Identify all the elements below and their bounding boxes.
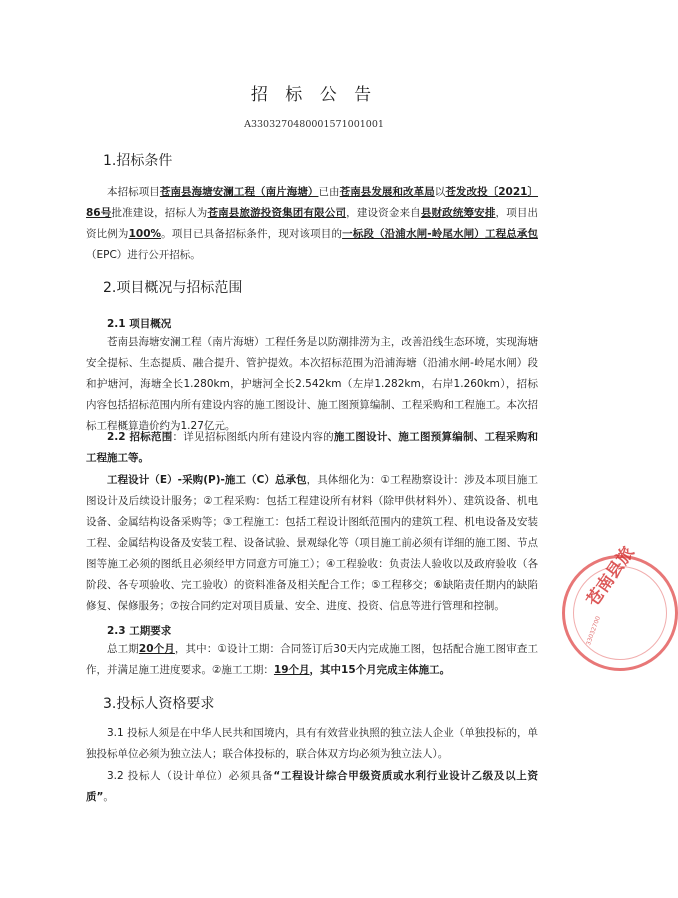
section-2-1-heading: 2.1 项目概况	[107, 318, 172, 330]
section-2-1-paragraph: 苍南县海塘安澜工程（南片海塘）工程任务是以防潮排涝为主，改善沿线生态环境，实现海塘安全提标、生态提质、融合提升、管护提效。本次招标范围为沿浦海塘（沿浦水闸-岭尾水闸）段和护塘河，海塘全长1.280km，护塘河全长2.542km（左岸1.282km，右岸1.260km），招标内容包括招标范围内所有建设内容的施工图设计、施工图预算编制、工程采购和工程施工。本次招标工程概算造价约为1.27亿元。	[86, 336, 538, 432]
seal-code: 33032700	[585, 615, 603, 647]
section-2-heading: 2.项目概况与招标范围	[103, 280, 243, 296]
epc-paragraph: 工程设计（E）-采购(P)-施工（C）总承包，具体细化为：①工程勘察设计：涉及本项目施工图设计及后续设计服务；②工程采购：包括工程建设所有材料（除甲供材料外）、建筑设备、机电设备、金属结构设备采购等；③工程施工：包括工程设计图纸范围内的建筑工程、机电设备及安装工程、金属结构设备及安装工程、设备试验、景观绿化等（项目施工前必须有详细的施工图、节点图等施工必须的图纸且必须经甲方同意方可施工）；④工程验收：负责法人验收以及政府验收（各阶段、各专项验收、完工验收）的资料准备及相关配合工作；⑤工程移交；⑥缺陷责任期内的缺陷修复、保修服务；⑦按合同约定对项目质量、安全、进度、投资、信息等进行管理和控制。	[86, 474, 538, 612]
page-title: 招 标 公 告	[250, 85, 378, 105]
section-3-heading: 3.投标人资格要求	[103, 696, 215, 712]
section-1-heading: 1.招标条件	[103, 153, 173, 169]
seal-text: 苍南县旅	[583, 543, 639, 611]
section-2-2-paragraph: 2.2 招标范围：详见招标图纸内所有建设内容的施工图设计、施工图预算编制、工程采购和工程施工等。	[86, 431, 539, 464]
section-3-1-paragraph: 3.1 投标人须是在中华人民共和国境内，具有有效营业执照的独立法人企业（单独投标的，单独投标单位必须为独立法人；联合体投标的，联合体双方均必须为独立法人）。	[86, 727, 538, 760]
section-3-2-paragraph: 3.2 投标人（设计单位）必须具备“工程设计综合甲级资质或水利行业设计乙级及以上资质”。	[86, 770, 538, 803]
section-2-3-heading: 2.3 工期要求	[107, 625, 172, 637]
official-seal-stamp	[562, 543, 678, 671]
project-code: A3303270480001571001001	[244, 119, 384, 130]
section-1-paragraph: 本招标项目苍南县海塘安澜工程（南片海塘）已由苍南县发展和改革局以苍发改投〔2021〕86号批准建设，招标人为苍南县旅游投资集团有限公司，建设资金来自县财政统筹安排，项目出资比例为100%。项目已具备招标条件，现对该项目的一标段（沿浦水闸-岭尾水闸）工程总承包（EPC）进行公开招标。	[86, 186, 539, 261]
section-2-3-paragraph: 总工期20个月，其中：①设计工期：合同签订后30天内完成施工图，包括配合施工图审查工作，并满足施工进度要求。②施工工期：19个月，其中15个月完成主体施工。	[86, 643, 539, 676]
